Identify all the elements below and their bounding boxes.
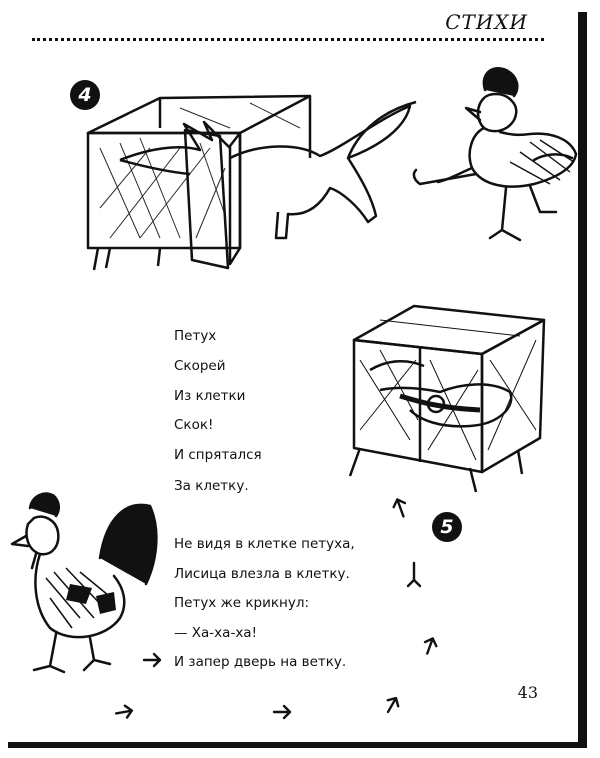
- poem-line: — Ха-ха-ха!: [174, 625, 257, 641]
- section-title: СТИХИ: [445, 10, 528, 34]
- poem-line: Из клетки: [174, 388, 246, 404]
- poem-line: Петух: [174, 328, 217, 344]
- poem-line: Лисица влезла в клетку.: [174, 566, 350, 582]
- poem-line: И запер дверь на ветку.: [174, 654, 347, 670]
- poem-line: За клетку.: [174, 478, 249, 494]
- poem-line: Скорей: [174, 358, 226, 374]
- poem-line: Петух же крикнул:: [174, 595, 309, 611]
- page-number: 43: [517, 683, 538, 702]
- scene-number-badge-5: 5: [432, 512, 462, 542]
- poem-line: Не видя в клетке петуха,: [174, 536, 355, 552]
- poem-line: Скок!: [174, 417, 214, 433]
- poem-line: И спрятался: [174, 447, 262, 463]
- scene-number-badge-4: 4: [70, 80, 100, 110]
